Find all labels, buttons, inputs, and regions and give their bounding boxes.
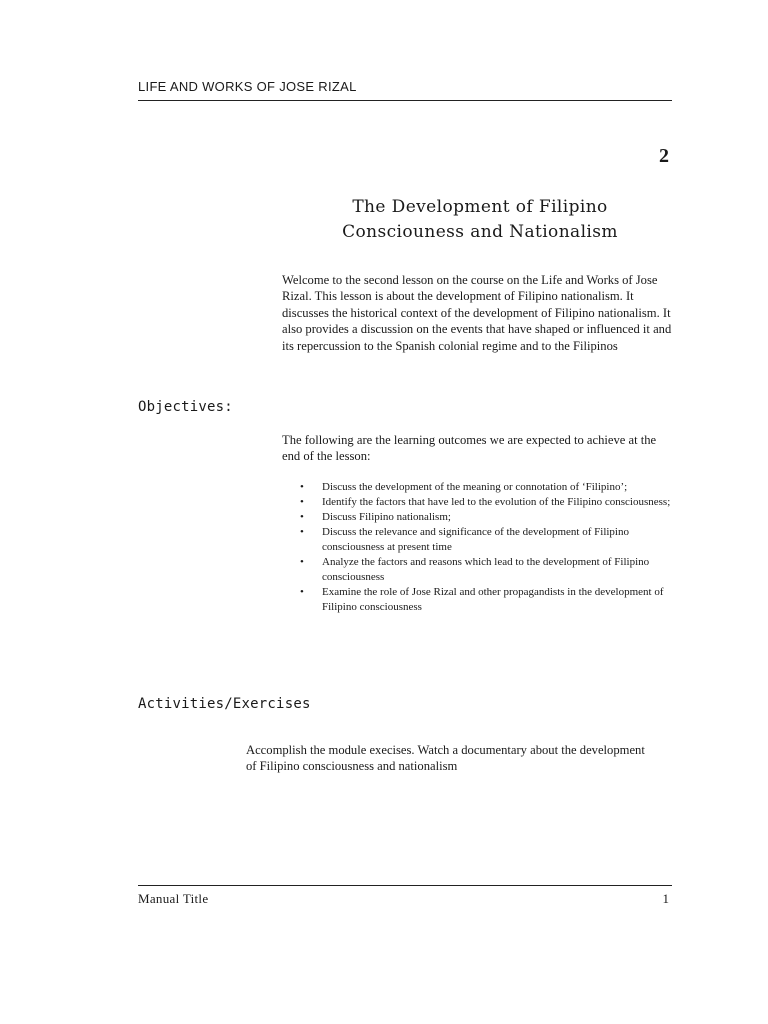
objective-text: Examine the role of Jose Rizal and other propagandists in the development of Filipino consciousness bbox=[322, 586, 664, 613]
objectives-intro-paragraph: The following are the learning outcomes we are expected to achieve at the end of the lesson: bbox=[282, 433, 657, 464]
bullet-icon: • bbox=[300, 556, 304, 568]
objectives-list bbox=[300, 480, 680, 615]
objective-text: Analyze the factors and reasons which lead to the development of Filipino consciousness bbox=[322, 556, 650, 583]
objective-item bbox=[300, 510, 680, 525]
objective-text: Discuss the relevance and significance of the development of Filipino consciousness at present time bbox=[322, 526, 629, 553]
objective-text: Discuss Filipino nationalism; bbox=[322, 511, 451, 523]
chapter-number: 2 bbox=[659, 145, 669, 167]
objectives-heading: Objectives: bbox=[138, 399, 233, 415]
objective-item bbox=[300, 495, 680, 510]
footer-title: Manual Title bbox=[138, 891, 209, 906]
objective-item bbox=[300, 555, 680, 585]
intro-paragraph: Welcome to the second lesson on the course on the Life and Works of Jose Rizal. This lesson is about the development of Filipino nationalism. It discusses the historical context of the development of Filipino nationalism. It also provides a discussion on the events that have shaped or influenced it and its repercussion to the Spanish colonial regime and to the Filipinos bbox=[282, 273, 672, 353]
bullet-icon: • bbox=[300, 481, 304, 493]
lesson-title bbox=[300, 195, 660, 245]
running-header-title: LIFE AND WORKS OF JOSE RIZAL bbox=[138, 79, 357, 94]
objective-text: Identify the factors that have led to the evolution of the Filipino consciousness; bbox=[322, 496, 671, 508]
objective-item bbox=[300, 525, 680, 555]
bullet-icon: • bbox=[300, 496, 304, 508]
bullet-icon: • bbox=[300, 526, 304, 538]
page-number: 1 bbox=[662, 891, 669, 906]
bullet-icon: • bbox=[300, 511, 304, 523]
bullet-icon: • bbox=[300, 586, 304, 598]
objective-item bbox=[300, 585, 680, 615]
objective-text: Discuss the development of the meaning or connotation of ‘Filipino’; bbox=[322, 481, 628, 493]
activities-paragraph: Accomplish the module execises. Watch a documentary about the development of Filipino consciousness and nationalism bbox=[246, 743, 645, 774]
header-divider bbox=[138, 100, 672, 101]
activities-heading: Activities/Exercises bbox=[138, 696, 311, 712]
footer-divider bbox=[138, 885, 672, 886]
lesson-title-line-2: Consciouness and Nationalism bbox=[342, 222, 618, 242]
lesson-title-line-1: The Development of Filipino bbox=[352, 197, 608, 217]
objective-item bbox=[300, 480, 680, 495]
